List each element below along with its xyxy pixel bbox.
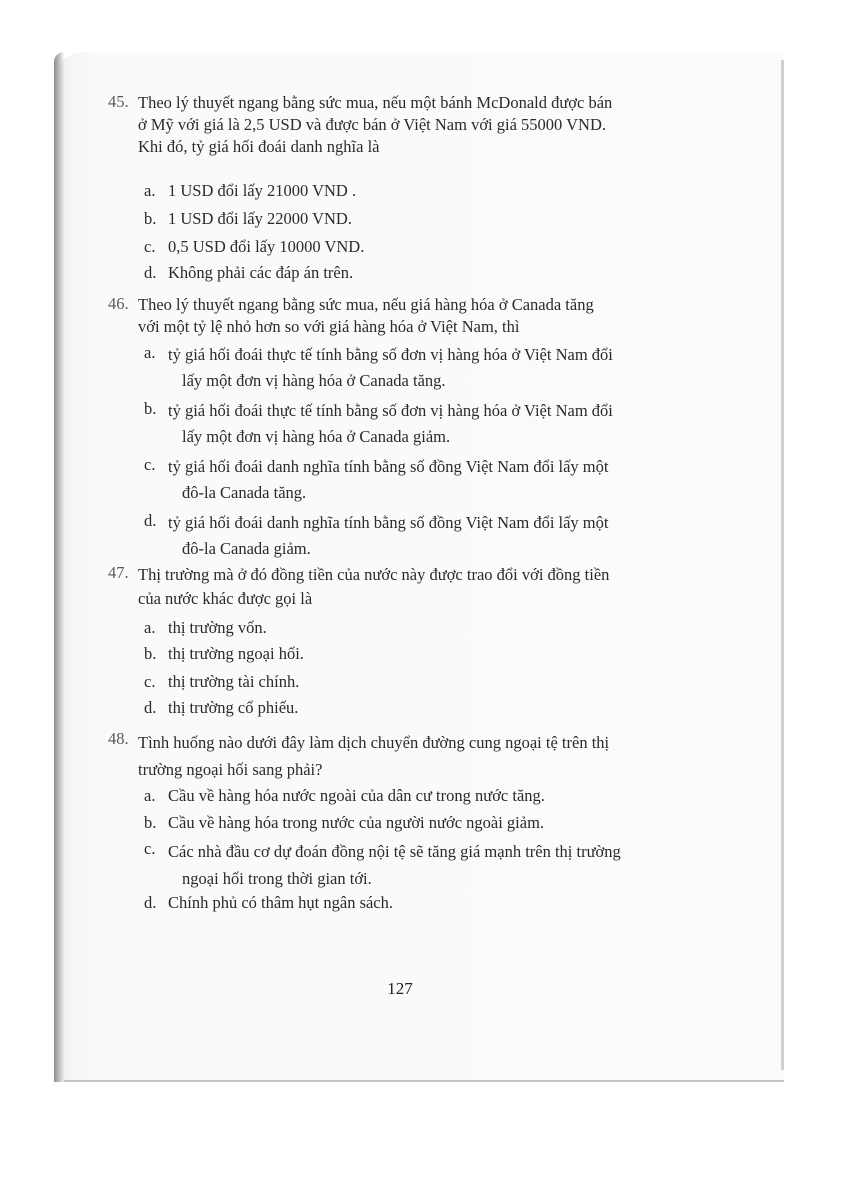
option-text-line: Cầu về hàng hóa nước ngoài của dân cư trong nước tăng. [168, 786, 545, 805]
question-text-line: Khi đó, tỷ giá hối đoái danh nghĩa là [138, 137, 380, 156]
question-text [138, 92, 686, 158]
option-letter: c. [144, 455, 156, 474]
question-text-line: Theo lý thuyết ngang bằng sức mua, nếu giá hàng hóa ở Canada tăng [138, 295, 594, 314]
page-right-edge [781, 60, 784, 1070]
question-text-line: Theo lý thuyết ngang bằng sức mua, nếu một bánh McDonald được bán [138, 93, 613, 112]
question-text-line: với một tỷ lệ nhỏ hơn so với giá hàng hóa ở Việt Nam, thì [138, 317, 520, 336]
option-letter: c. [144, 237, 156, 256]
question-text-line: ở Mỹ với giá là 2,5 USD và được bán ở Việt Nam với giá 55000 VND. [138, 115, 607, 134]
option-text [168, 236, 688, 258]
option-text [168, 838, 688, 892]
option-letter: c. [144, 672, 156, 691]
question-number: 46. [108, 294, 129, 313]
option-text-line: tỷ giá hối đoái thực tế tính bằng số đơn vị hàng hóa ở Việt Nam đổi [168, 345, 613, 364]
option-text-line: 0,5 USD đổi lấy 10000 VND. [168, 237, 365, 256]
option-text-line: tỷ giá hối đoái thực tế tính bằng số đơn vị hàng hóa ở Việt Nam đổi [168, 401, 613, 420]
option-letter: a. [144, 618, 156, 637]
option-text-line: ngoại hối trong thời gian tới. [182, 869, 372, 888]
question-number: 45. [108, 92, 129, 111]
option-text-line: thị trường vốn. [168, 618, 267, 637]
option-letter: a. [144, 343, 156, 362]
option-text-line: 1 USD đổi lấy 21000 VND . [168, 181, 357, 200]
option-text [168, 180, 688, 202]
option-letter: a. [144, 181, 156, 200]
question-text [138, 294, 686, 338]
option-text-line: tỷ giá hối đoái danh nghĩa tính bằng số đồng Việt Nam đổi lấy một [168, 457, 609, 476]
option-text-line: Cầu về hàng hóa trong nước của người nước ngoài giảm. [168, 813, 545, 832]
option-text-line: tỷ giá hối đoái danh nghĩa tính bằng số đồng Việt Nam đổi lấy một [168, 513, 609, 532]
question-number: 47. [108, 563, 129, 582]
option-letter: a. [144, 786, 156, 805]
option-text-line: Chính phủ có thâm hụt ngân sách. [168, 893, 394, 912]
question-text-line: Tình huống nào dưới đây làm dịch chuyển đường cung ngoại tệ trên thị [138, 733, 610, 752]
option-text [168, 617, 688, 639]
option-text [168, 262, 688, 284]
option-text-line: thị trường tài chính. [168, 672, 300, 691]
option-text [168, 398, 688, 450]
option-text-line: 1 USD đổi lấy 22000 VND. [168, 209, 352, 228]
option-text-line: lấy một đơn vị hàng hóa ở Canada tăng. [182, 371, 446, 390]
option-letter: b. [144, 813, 157, 832]
option-letter: b. [144, 209, 157, 228]
option-text [168, 892, 688, 914]
option-text-line: thị trường cổ phiếu. [168, 698, 299, 717]
option-letter: b. [144, 399, 157, 418]
option-text-line: Không phải các đáp án trên. [168, 263, 354, 282]
option-text [168, 510, 688, 562]
option-text [168, 671, 688, 693]
option-text [168, 342, 688, 394]
option-text [168, 697, 688, 719]
option-letter: b. [144, 644, 157, 663]
page-number: 127 [387, 979, 413, 998]
option-letter: d. [144, 263, 157, 282]
option-letter: d. [144, 698, 157, 717]
option-text [168, 812, 688, 834]
question-text [138, 563, 686, 611]
option-text [168, 643, 688, 665]
question-text [138, 729, 686, 783]
option-text-line: lấy một đơn vị hàng hóa ở Canada giảm. [182, 427, 451, 446]
option-text [168, 454, 688, 506]
binding-shadow [54, 52, 64, 1082]
option-letter: c. [144, 839, 156, 858]
question-number: 48. [108, 729, 129, 748]
page-bottom-edge [64, 1080, 784, 1082]
question-text-line: của nước khác được gọi là [138, 589, 313, 608]
option-text [168, 208, 688, 230]
option-letter: d. [144, 893, 157, 912]
option-text [168, 785, 688, 807]
option-text-line: thị trường ngoại hối. [168, 644, 304, 663]
question-text-line: Thị trường mà ở đó đồng tiền của nước này được trao đổi với đồng tiền [138, 565, 610, 584]
option-text-line: đô-la Canada tăng. [182, 483, 307, 502]
option-text-line: Các nhà đầu cơ dự đoán đồng nội tệ sẽ tăng giá mạnh trên thị trường [168, 842, 621, 861]
option-text-line: đô-la Canada giảm. [182, 539, 311, 558]
question-text-line: trường ngoại hối sang phải? [138, 760, 323, 779]
option-letter: d. [144, 511, 157, 530]
